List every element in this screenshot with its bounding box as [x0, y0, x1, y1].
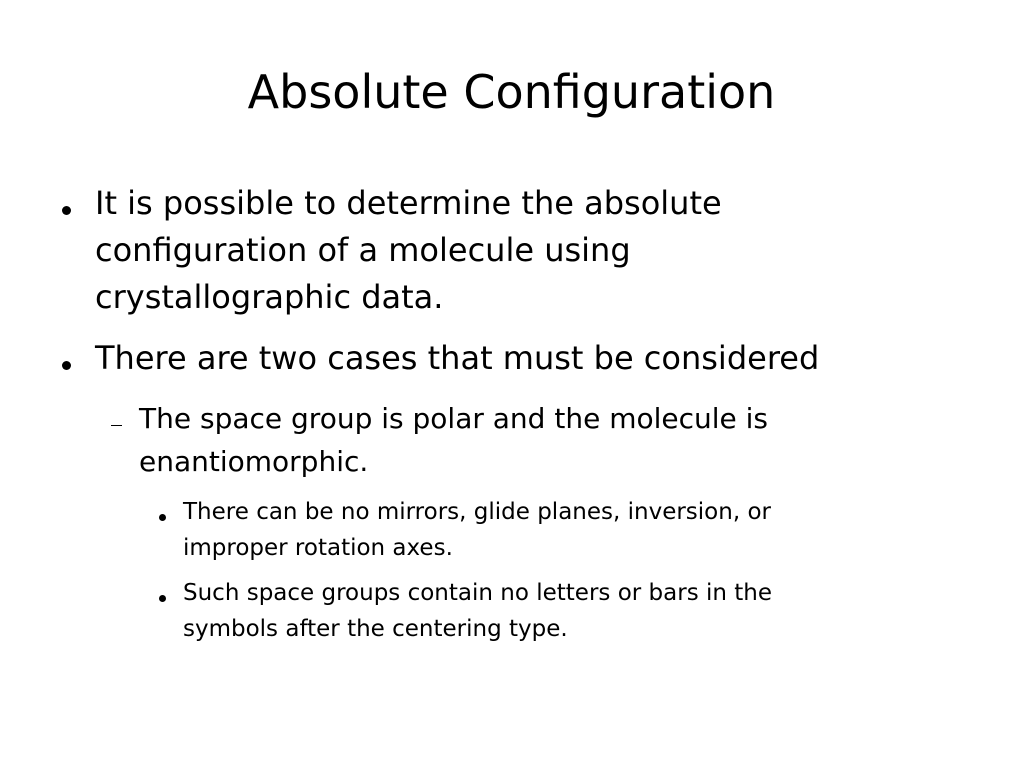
slide-title: Absolute Configuration	[247, 65, 776, 119]
bullet-text-line: Such space groups contain no letters or bars in the	[183, 580, 773, 606]
bullet-text-line: There are two cases that must be considered	[95, 339, 820, 377]
bullet-text-line: It is possible to determine the absolute	[95, 184, 722, 222]
bullet-text-line: improper rotation axes.	[183, 535, 453, 561]
bullet-text-line: crystallographic data.	[95, 278, 444, 316]
bullet-dot-icon	[159, 595, 166, 602]
bullet-text-line: The space group is polar and the molecule is	[139, 402, 769, 435]
bullet-dot-icon	[62, 206, 71, 215]
bullet-dash-icon	[111, 425, 122, 426]
bullet-text-line: configuration of a molecule using	[95, 231, 631, 269]
bullet-dot-icon	[62, 361, 71, 370]
bullet-dot-icon	[159, 514, 166, 521]
bullet-text-line: There can be no mirrors, glide planes, inversion, or	[183, 499, 771, 525]
bullet-text-line: enantiomorphic.	[139, 445, 369, 478]
bullet-text-line: symbols after the centering type.	[183, 616, 568, 642]
